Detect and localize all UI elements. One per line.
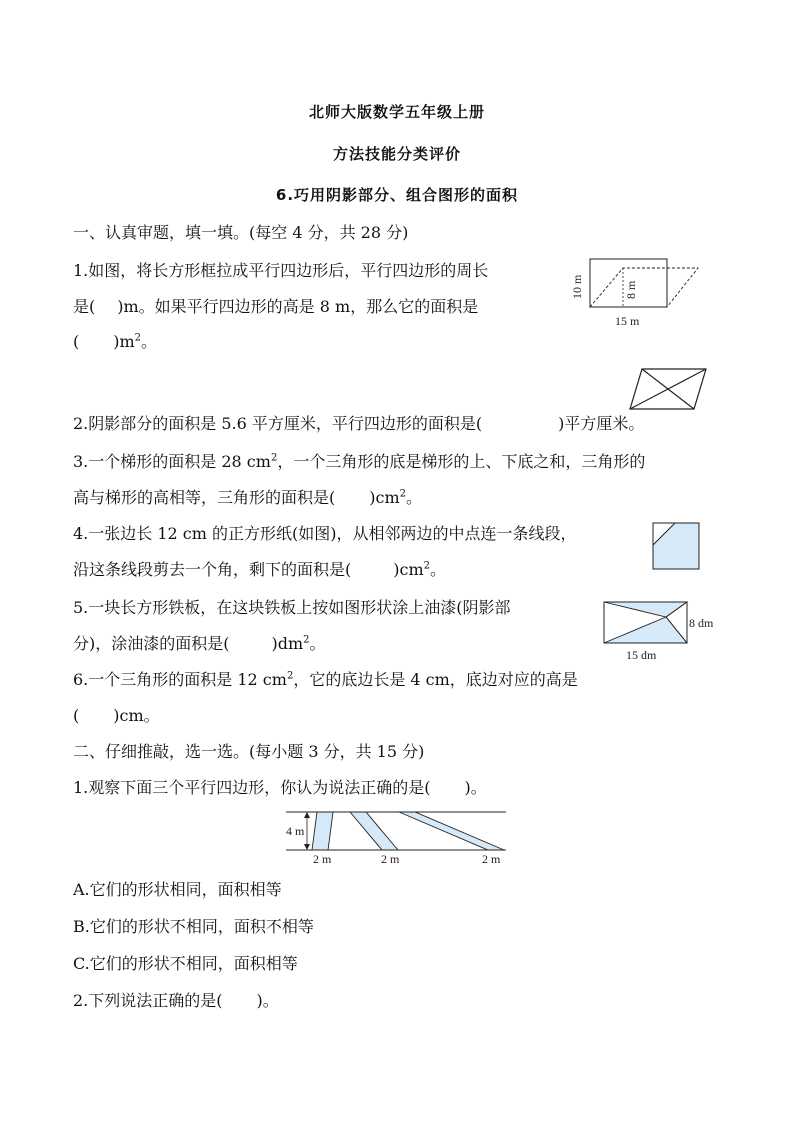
q3-line1 bbox=[73, 452, 645, 472]
s2-q2-line bbox=[73, 991, 279, 1011]
q1-line2 bbox=[73, 297, 478, 317]
option-a[interactable]: A.它们的形状相同，面积相等 bbox=[73, 880, 282, 899]
s2-q1-text-a: 1.观察下面三个平行四边形，你认为说法正确的是( bbox=[73, 778, 431, 797]
q5-line2 bbox=[73, 634, 326, 654]
q4-text-c: 。 bbox=[430, 560, 447, 579]
q1-sup: 2 bbox=[134, 332, 142, 344]
q6-line2 bbox=[73, 706, 160, 726]
q1-line3 bbox=[73, 332, 157, 352]
q5-text-b: )dm bbox=[271, 634, 304, 653]
q1-text-a: 是( bbox=[73, 297, 96, 316]
q3-sup-1: 2 bbox=[270, 452, 278, 464]
q4-text-b: )cm bbox=[393, 560, 424, 579]
fig1-base-label: 15 m bbox=[615, 314, 640, 328]
q1-line1: 1.如图，将长方形框拉成平行四边形后，平行四边形的周长 bbox=[73, 261, 489, 280]
q1-text-c: ( bbox=[73, 332, 80, 351]
option-c[interactable]: C.它们的形状不相同，面积相等 bbox=[73, 954, 298, 973]
q4-line1: 4.一张边长 12 cm 的正方形纸(如图)，从相邻两边的中点连一条线段， bbox=[73, 524, 577, 543]
figure-rectangle-shaded bbox=[600, 600, 725, 664]
fig-par-base3-label: 2 m bbox=[482, 852, 501, 866]
q6-sup: 2 bbox=[286, 670, 294, 682]
q5-text-a: 分)，涂油漆的面积是( bbox=[73, 634, 230, 653]
fig1-side-label: 10 m bbox=[570, 274, 584, 299]
fig5-height-label: 8 dm bbox=[689, 616, 714, 630]
page-title: 北师大版数学五年级上册 bbox=[308, 103, 485, 121]
q3-sup-2: 2 bbox=[399, 488, 406, 500]
q6-text-b: ，它的底边长是 4 cm，底边对应的高是 bbox=[293, 670, 578, 689]
q3-text-b: ，一个三角形的底是梯形的上、下底之和，三角形的 bbox=[277, 452, 646, 471]
q3-text-a: 3.一个梯形的面积是 28 cm bbox=[73, 452, 271, 471]
q6-text-d: )cm。 bbox=[113, 706, 160, 725]
figure-parallelogram-diagonals bbox=[630, 367, 710, 411]
q2-line bbox=[73, 414, 644, 434]
fig-par-base2-label: 2 m bbox=[381, 852, 400, 866]
q1-text-e: 。 bbox=[141, 332, 158, 351]
figure-square-cut-corner bbox=[652, 522, 700, 570]
q3-text-e: 。 bbox=[406, 488, 423, 507]
s2-q1-text-b: )。 bbox=[464, 778, 487, 797]
q6-line1 bbox=[73, 670, 578, 690]
figure-rectangle-parallelogram bbox=[565, 255, 715, 333]
s2-q1-line bbox=[73, 778, 487, 798]
q3-text-c: 高与梯形的高相等，三角形的面积是( bbox=[73, 488, 336, 507]
fig-par-base1-label: 2 m bbox=[313, 852, 332, 866]
q2-text-a: 2.阴影部分的面积是 5.6 平方厘米，平行四边形的面积是( bbox=[73, 414, 483, 433]
section-title: 6.巧用阴影部分、组合图形的面积 bbox=[275, 186, 519, 204]
q4-line2 bbox=[73, 560, 446, 580]
fig5-base-label: 15 dm bbox=[626, 648, 657, 662]
fig1-height-label: 8 m bbox=[624, 280, 638, 299]
option-b[interactable]: B.它们的形状不相同，面积不相等 bbox=[73, 917, 314, 936]
q4-text-a: 沿这条线段剪去一个角，剩下的面积是( bbox=[73, 560, 352, 579]
s2-q2-text-b: )。 bbox=[256, 991, 279, 1010]
q4-sup: 2 bbox=[423, 560, 430, 572]
page-subtitle: 方法技能分类评价 bbox=[332, 145, 461, 163]
section2-heading: 二、仔细推敲，选一选。(每小题 3 分，共 15 分) bbox=[73, 742, 425, 761]
section1-heading: 一、认真审题，填一填。(每空 4 分，共 28 分) bbox=[73, 223, 409, 242]
q3-line2 bbox=[73, 488, 422, 508]
q1-text-b: )m。如果平行四边形的高是 8 m，那么它的面积是 bbox=[117, 297, 479, 316]
fig-par-height-label: 4 m bbox=[286, 824, 305, 838]
figure-three-parallelograms bbox=[286, 808, 510, 868]
q3-text-d: )cm bbox=[369, 488, 400, 507]
s2-q2-text-a: 2.下列说法正确的是( bbox=[73, 991, 223, 1010]
q5-line1: 5.一块长方形铁板，在这块铁板上按如图形状涂上油漆(阴影部 bbox=[73, 598, 511, 617]
q6-text-a: 6.一个三角形的面积是 12 cm bbox=[73, 670, 287, 689]
q1-text-d: )m bbox=[113, 332, 135, 351]
q2-text-b: )平方厘米。 bbox=[558, 414, 645, 433]
q5-text-c: 。 bbox=[309, 634, 326, 653]
q5-sup: 2 bbox=[303, 634, 310, 646]
q6-text-c: ( bbox=[73, 706, 80, 725]
